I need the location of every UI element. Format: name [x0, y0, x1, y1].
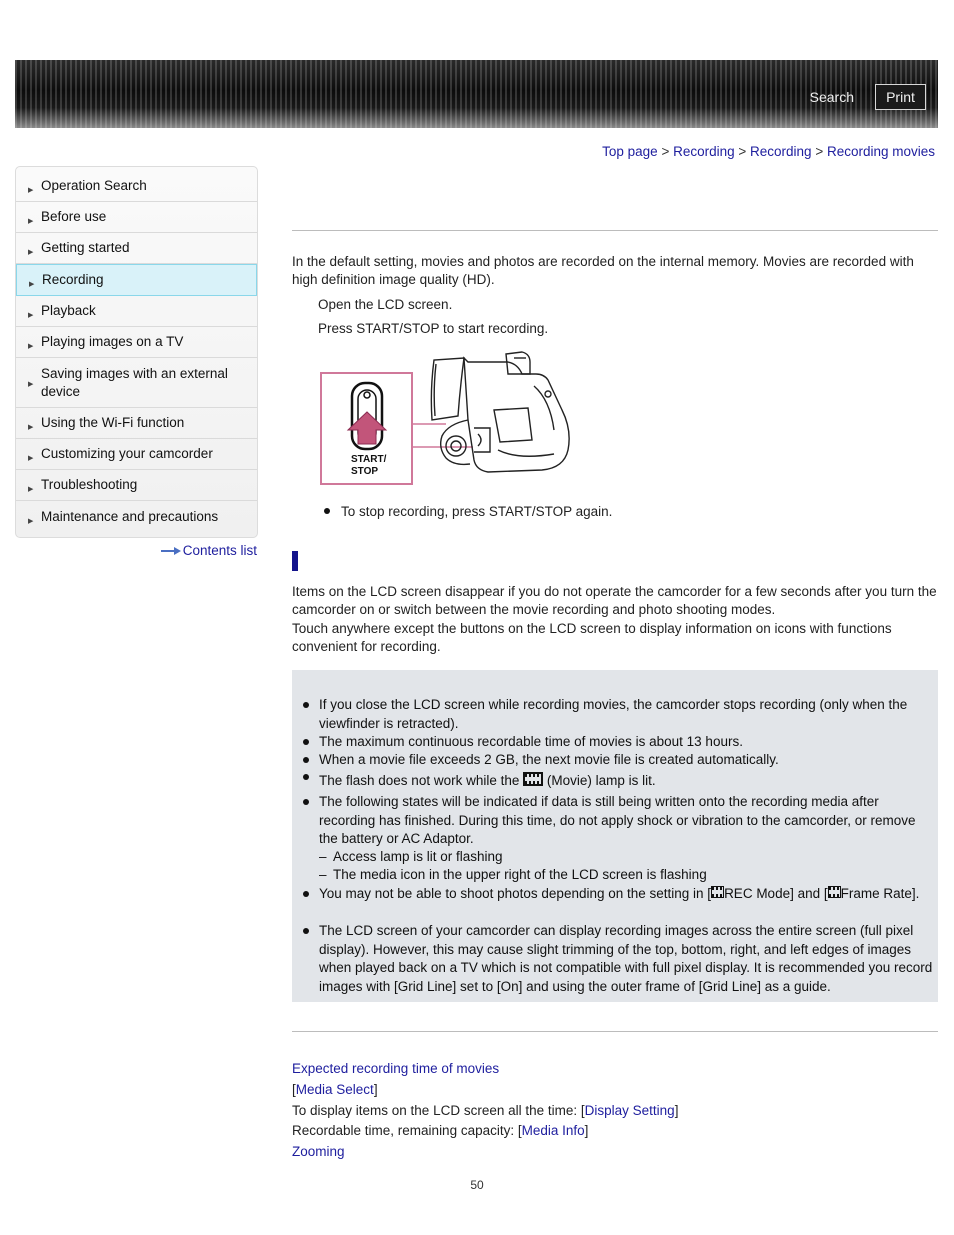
- sidebar-item-label: Before use: [41, 209, 107, 224]
- stop-recording-text: To stop recording, press START/STOP again.: [341, 504, 613, 519]
- sidebar-item-label: Operation Search: [41, 178, 147, 193]
- sidebar-item-maintenance[interactable]: [16, 501, 257, 532]
- sidebar-item-troubleshooting[interactable]: [16, 470, 257, 501]
- note-subitem: [319, 848, 919, 867]
- bullet-icon: [303, 799, 309, 805]
- sidebar-item-label: Troubleshooting: [41, 477, 138, 492]
- breadcrumb-recording-movies[interactable]: Recording movies: [826, 144, 935, 159]
- dash-marker: –: [319, 867, 327, 882]
- bullet-icon: [303, 702, 309, 708]
- contents-list-label[interactable]: Contents list: [182, 543, 257, 558]
- sidebar-item-label: Playback: [41, 303, 96, 318]
- sidebar-item-saving-images[interactable]: [16, 358, 257, 408]
- note-text: Frame Rate].: [840, 886, 920, 901]
- triangle-right-icon: ▶: [28, 486, 34, 493]
- triangle-right-icon: ▶: [28, 343, 34, 350]
- bullet-icon: [303, 739, 309, 745]
- section-heading-marker: [292, 551, 298, 571]
- sidebar-item-label: Playing images on a TV: [41, 334, 184, 349]
- step-2: Press START/STOP to start recording.: [318, 321, 549, 336]
- note-item: [319, 885, 936, 904]
- sidebar-item-before-use[interactable]: [16, 202, 257, 233]
- breadcrumb-separator: >: [811, 144, 827, 159]
- stop-recording-note: [324, 504, 612, 519]
- arrow-right-icon: [161, 546, 181, 556]
- note-item: [319, 772, 936, 791]
- note-text: If you close the LCD screen while recording movies, the camcorder stops recording (only when the viewfinder is retracted).: [319, 697, 908, 731]
- camcorder-start-stop-illustration: [318, 350, 574, 488]
- related-link-recording-time[interactable]: Expected recording time of movies: [292, 1061, 500, 1076]
- header-bar: [15, 60, 938, 128]
- triangle-right-icon: ▶: [28, 424, 34, 431]
- breadcrumb-top-page[interactable]: Top page: [602, 144, 658, 159]
- note-text: The LCD screen of your camcorder can display recording images across the entire screen (full pixel display). However, this may cause slight trimming of the top, bottom, right, and left edges of images when played back on a TV which is not compatible with full pixel display. It is recommended you record images with [Grid Line] set to [On] and using the outer frame of [Grid Line] as a guide.: [319, 923, 933, 994]
- note-text: The maximum continuous recordable time of movies is about 13 hours.: [319, 734, 743, 749]
- illustration-label-start: START/: [351, 454, 387, 465]
- search-link[interactable]: Search: [809, 89, 854, 105]
- divider: [292, 1031, 938, 1032]
- note-subtext: The media icon in the upper right of the LCD screen is flashing: [333, 867, 707, 882]
- sidebar-item-wifi[interactable]: [16, 408, 257, 439]
- related-item: [292, 1123, 588, 1138]
- related-item: [292, 1144, 345, 1159]
- sidebar-item-operation-search[interactable]: [16, 171, 257, 202]
- note-subtext: Access lamp is lit or flashing: [333, 849, 503, 864]
- breadcrumb-recording[interactable]: Recording: [673, 144, 735, 159]
- triangle-right-icon: ▶: [28, 517, 34, 525]
- bracket: ]: [584, 1123, 589, 1138]
- bullet-icon: [303, 757, 309, 763]
- bullet-icon: [303, 928, 309, 934]
- movie-icon: [711, 886, 724, 898]
- triangle-right-icon: ▶: [28, 187, 34, 194]
- breadcrumb-separator: >: [657, 144, 674, 159]
- note-text: When a movie file exceeds 2 GB, the next movie file is created automatically.: [319, 752, 779, 767]
- dash-marker: –: [319, 849, 327, 864]
- contents-list-link[interactable]: [161, 543, 257, 558]
- note-item: [319, 733, 936, 752]
- related-link-media-select[interactable]: Media Select: [295, 1082, 374, 1097]
- breadcrumb-separator: >: [734, 144, 751, 159]
- note-text: You may not be able to shoot photos depending on the setting in [: [319, 886, 712, 901]
- bullet-icon: [303, 774, 309, 780]
- divider: [292, 230, 938, 231]
- bracket: [: [292, 1082, 296, 1097]
- related-link-media-info[interactable]: Media Info: [521, 1123, 585, 1138]
- sidebar-item-playing-on-tv[interactable]: [16, 327, 257, 358]
- sidebar-item-label: Using the Wi-Fi function: [41, 415, 185, 430]
- sidebar-item-customizing[interactable]: [16, 439, 257, 470]
- print-button[interactable]: Print: [875, 84, 926, 110]
- related-text: Recordable time, remaining capacity: [: [292, 1123, 522, 1138]
- related-link-display-setting[interactable]: Display Setting: [584, 1103, 675, 1118]
- note-text: The flash does not work while the: [319, 773, 524, 788]
- intro-paragraph: In the default setting, movies and photos are recorded on the internal memory. Movies are recorded with high definition image quality (HD).: [292, 254, 914, 287]
- related-item: [292, 1103, 678, 1118]
- sidebar-nav: [15, 166, 258, 538]
- related-item: [292, 1061, 499, 1076]
- triangle-right-icon: ▶: [28, 312, 34, 319]
- page-number: 50: [470, 1178, 484, 1192]
- note-item: [319, 696, 936, 733]
- lcd-paragraph-2: Touch anywhere except the buttons on the LCD screen to display information on icons with functions convenient for recording.: [292, 621, 892, 654]
- related-item: [292, 1082, 378, 1097]
- sidebar-item-label: Maintenance and precautions: [41, 508, 219, 524]
- sidebar-item-recording[interactable]: [16, 264, 257, 296]
- sidebar-item-label: Customizing your camcorder: [41, 446, 213, 461]
- bracket: ]: [674, 1103, 679, 1118]
- triangle-right-icon: ▶: [28, 249, 34, 256]
- notes-box: [292, 670, 938, 1002]
- step-1: Open the LCD screen.: [318, 297, 453, 312]
- breadcrumb: [602, 144, 935, 159]
- triangle-right-icon: ▶: [28, 381, 34, 388]
- related-text: To display items on the LCD screen all the time: [: [292, 1103, 585, 1118]
- note-text: The following states will be indicated if data is still being written onto the recording media after recording has finished. During this time, do not apply shock or vibration to the camcorder, or remove the battery or AC Adaptor.: [319, 794, 916, 846]
- movie-icon: [828, 886, 841, 898]
- triangle-right-icon: ▶: [28, 218, 34, 225]
- sidebar-item-label: Getting started: [41, 240, 130, 255]
- sidebar-item-playback[interactable]: [16, 296, 257, 327]
- note-subitem: [319, 866, 919, 885]
- note-item: [319, 751, 936, 770]
- note-text: REC Mode] and [: [724, 886, 828, 901]
- note-item: [319, 922, 936, 996]
- note-text: (Movie) lamp is lit.: [543, 773, 656, 788]
- sidebar-item-getting-started[interactable]: [16, 233, 257, 264]
- bullet-icon: [303, 891, 309, 897]
- sidebar-item-label: Saving images with an external device: [41, 365, 228, 399]
- note-item: [319, 793, 936, 849]
- bullet-icon: [324, 508, 330, 514]
- related-link-zooming[interactable]: Zooming: [292, 1144, 345, 1159]
- triangle-right-icon: ▶: [28, 455, 34, 462]
- lcd-paragraph-1: Items on the LCD screen disappear if you do not operate the camcorder for a few seconds after you turn the camcorder on or switch between the movie recording and photo shooting modes.: [292, 584, 937, 617]
- movie-icon: [523, 772, 543, 786]
- bracket: ]: [373, 1082, 378, 1097]
- breadcrumb-recording-sub[interactable]: Recording: [750, 144, 812, 159]
- illustration-label-stop: STOP: [351, 466, 379, 477]
- sidebar-item-label: Recording: [42, 272, 104, 287]
- triangle-right-icon: ▶: [29, 281, 35, 288]
